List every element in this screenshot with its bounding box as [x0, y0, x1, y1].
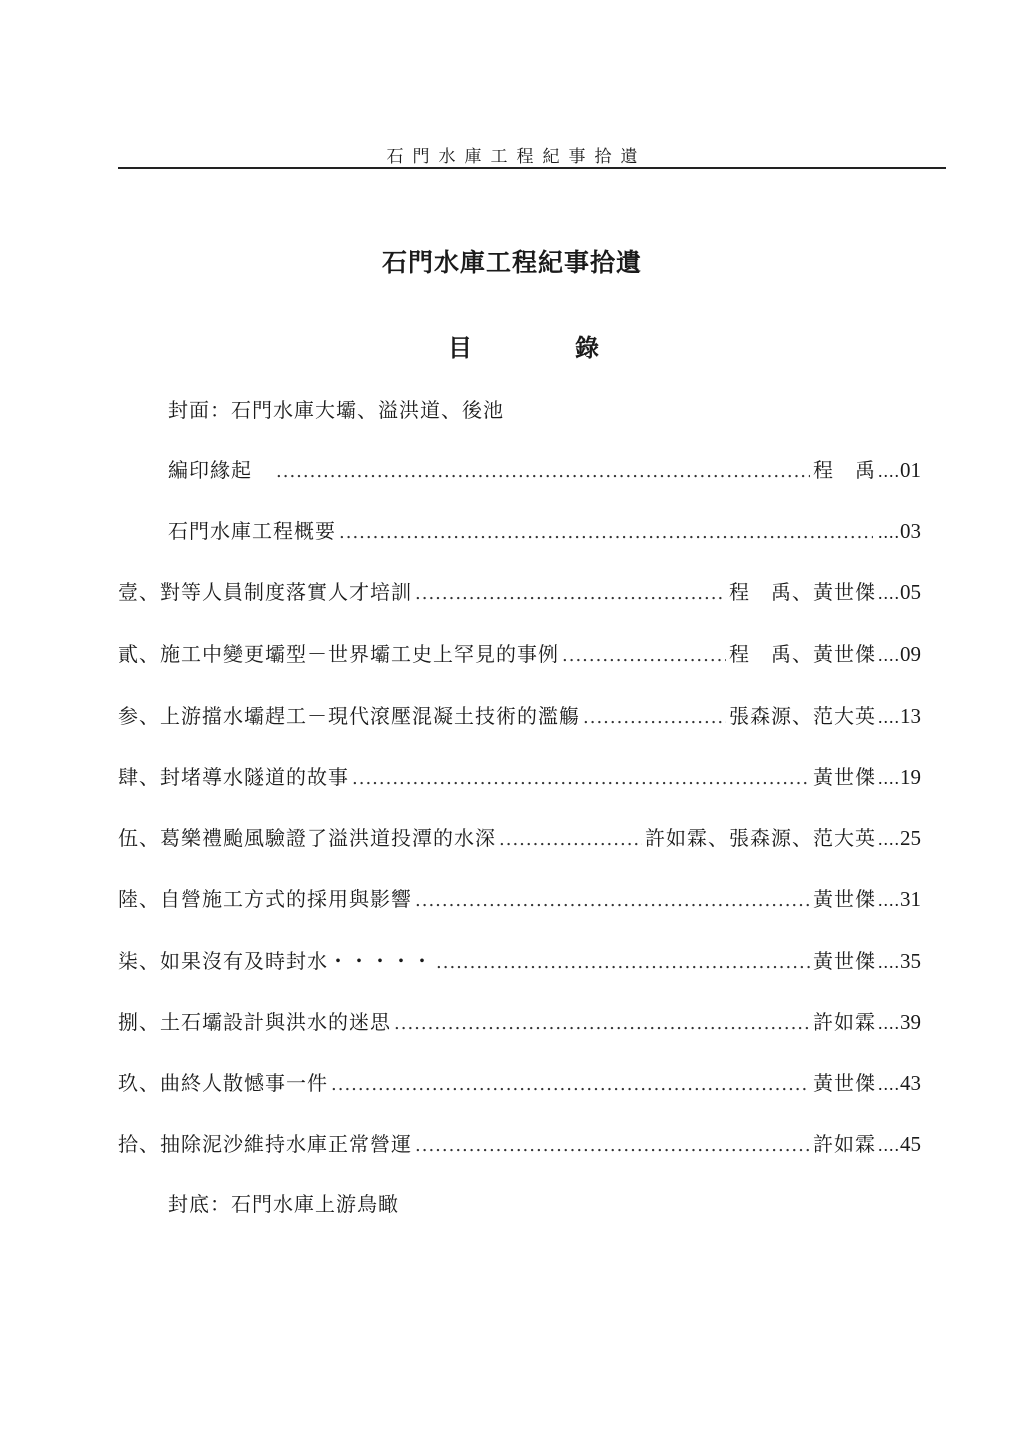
dot-leader	[499, 826, 642, 852]
toc-entry-numeral: 伍、	[118, 826, 160, 850]
toc-heading-right: 錄	[575, 334, 599, 362]
toc-entry-page: .... 01	[878, 458, 921, 483]
toc-entry-page: .... 05	[878, 580, 921, 605]
toc-entry[interactable]	[118, 515, 921, 545]
toc-entry-author: 程 禹	[813, 458, 876, 482]
toc-entry-numeral: 貳、	[118, 642, 160, 666]
document-title: 石門水庫工程紀事拾遺	[381, 248, 642, 277]
dot-leader	[436, 949, 810, 975]
toc-entry-title: 土石壩設計與洪水的迷思	[160, 1010, 391, 1034]
toc-entry-page: .... 09	[878, 642, 921, 667]
toc-entry-title: 對等人員制度落實人才培訓	[160, 580, 412, 604]
toc-entry-title: 如果沒有及時封水・・・・・	[160, 949, 433, 973]
toc-entry-title: 上游擋水壩趕工－現代滾壓混凝土技術的濫觴	[160, 704, 580, 728]
toc-entry[interactable]	[118, 576, 921, 606]
toc-entry[interactable]	[118, 1006, 921, 1036]
dot-leader	[562, 642, 726, 668]
toc-entry-author: 黃世傑	[813, 887, 876, 911]
toc-entry-page: .... 45	[878, 1132, 921, 1157]
toc-entry-author: 許如霖、張森源、范大英	[645, 826, 876, 850]
toc-entry-author: 許如霖	[813, 1010, 876, 1034]
toc-entry-author: 張森源、范大英	[729, 704, 876, 728]
toc-entry[interactable]	[118, 945, 921, 975]
toc-entry-author: 許如霖	[813, 1132, 876, 1156]
toc-entry-title: 編印緣起	[168, 458, 252, 482]
toc-entry-page: .... 25	[878, 826, 921, 851]
toc-entry-author: 程 禹、黃世傑	[729, 580, 876, 604]
toc-entry[interactable]	[118, 1128, 921, 1158]
toc-entry-numeral: 玖、	[118, 1071, 160, 1095]
toc-entry-numeral: 陸、	[118, 887, 160, 911]
toc-entry-title: 封堵導水隧道的故事	[160, 765, 349, 789]
toc-entry-page: .... 43	[878, 1071, 921, 1096]
toc-entry[interactable]	[118, 638, 921, 668]
toc-entry-page: .... 19	[878, 765, 921, 790]
toc-entry-title: 抽除泥沙維持水庫正常營運	[160, 1132, 412, 1156]
toc-entry-page: .... 31	[878, 887, 921, 912]
toc-entry-numeral: 壹、	[118, 580, 160, 604]
toc-entry-title: 自營施工方式的採用與影響	[160, 887, 412, 911]
dot-leader	[352, 765, 810, 791]
header-rule	[118, 167, 946, 169]
toc-entry-title: 施工中變更壩型－世界壩工史上罕見的事例	[160, 642, 559, 666]
toc-entry[interactable]	[118, 822, 921, 852]
toc-entry[interactable]	[118, 1067, 921, 1097]
toc-entry-numeral: 肆、	[118, 765, 160, 789]
toc-entry-author: 黃世傑	[813, 765, 876, 789]
dot-leader	[331, 1071, 810, 1097]
toc-entry[interactable]	[118, 883, 921, 913]
toc-entry-numeral: 柒、	[118, 949, 160, 973]
toc-entry-page: .... 03	[878, 519, 921, 544]
toc-entry-title: 石門水庫工程概要	[168, 519, 336, 543]
dot-leader	[339, 519, 873, 545]
toc-entry-numeral: 捌、	[118, 1010, 160, 1034]
toc-entry-numeral: 拾、	[118, 1132, 160, 1156]
toc-heading-left: 目	[448, 334, 472, 362]
dot-leader	[583, 704, 726, 730]
dot-leader	[394, 1010, 810, 1036]
toc-entry-author: 黃世傑	[813, 1071, 876, 1095]
toc-entry-title: 葛樂禮颱風驗證了溢洪道投潭的水深	[160, 826, 496, 850]
running-header: 石門水庫工程紀事拾遺	[386, 147, 647, 167]
toc-entry-page: .... 13	[878, 704, 921, 729]
dot-leader	[415, 887, 810, 913]
toc-entry-page: .... 35	[878, 949, 921, 974]
toc-entry-author: 程 禹、黃世傑	[729, 642, 876, 666]
dot-leader	[415, 1132, 810, 1158]
toc-entry-numeral: 参、	[118, 704, 160, 728]
cover-caption: 封面：石門水庫大壩、溢洪道、後池	[168, 398, 504, 422]
toc-entry[interactable]	[118, 454, 921, 484]
toc-entry[interactable]	[118, 761, 921, 791]
back-cover-caption: 封底：石門水庫上游鳥瞰	[168, 1192, 399, 1216]
toc-entry[interactable]	[118, 700, 921, 730]
dot-leader	[276, 458, 810, 484]
toc-entry-author: 黃世傑	[813, 949, 876, 973]
dot-leader	[415, 580, 726, 606]
toc-entry-page: .... 39	[878, 1010, 921, 1035]
toc-entry-title: 曲終人散憾事一件	[160, 1071, 328, 1095]
